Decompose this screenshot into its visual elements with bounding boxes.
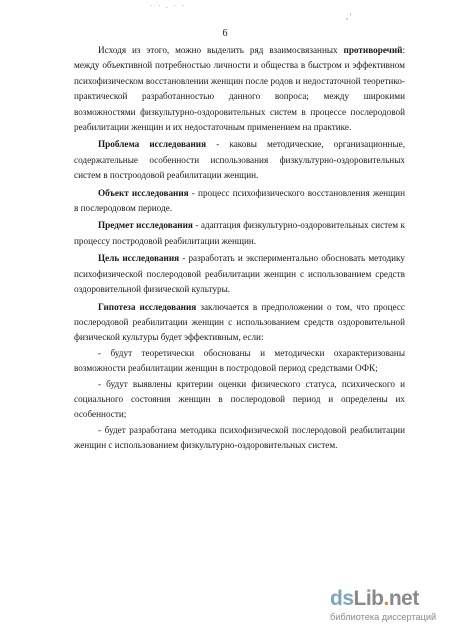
paragraph-text: Исходя из этого, можно выделить ряд взаимосвязанных: [98, 45, 344, 55]
paragraph-text: : между объективной потребностью личности и общества в быстром и эффективном психофизическом восстановлении женщин после родов и недостаточной теоретико-практической разработанностью данного вопроса; между широкими возможностями физкультурно-оздоровительных систем в процессе послеродовой реабилитации женщин и их недостаточным применением на практике.: [74, 45, 405, 133]
dslib-caption: библиотека диссертаций: [330, 612, 437, 622]
paragraph-text: - адаптация физкультурно-оздоровительных систем к процессу постродовой реабилитации женщин.: [74, 220, 405, 246]
paragraph-subject: [74, 218, 405, 249]
list-item: - будут выявлены критерии оценки физического статуса, психического и социального состояния женщин в послеродовой период и определены их особенности;: [74, 378, 405, 420]
paragraph-problem: [74, 137, 405, 183]
paragraph-text: - каковы методические, организационные, содержательные особенности использования физкультурно-оздоровительных систем в построодовой реабилитации женщин.: [74, 139, 405, 181]
paragraph-text: заключается в предположении о том, что процесс послеродовой реабилитации женщин с использованием средств оздоровительной физической культуры будет эффективным, если:: [74, 301, 405, 343]
document-body: [74, 43, 405, 454]
dslib-watermark: [330, 585, 445, 625]
dslib-logo: dsLib.net: [330, 587, 419, 610]
paragraph-object: [74, 186, 405, 217]
term-subject: Предмет исследования: [98, 220, 193, 231]
list-item: - будет разработана методика психофизической послеродовой реабилитации женщин с использованием физкультурно-оздоровительных систем.: [74, 424, 405, 451]
term-problem: Проблема исследования: [98, 139, 207, 150]
paragraph-text: - разработать и экспериментально обосновать методику психофизической послеродовой реабилитации женщин с использованием средств оздоровительной физической культуры.: [74, 253, 405, 295]
paragraph-text: - процесс психофизического восстановления женщин в послеродовом периоде.: [74, 187, 405, 214]
paragraph-hypothesis: [74, 300, 405, 346]
paragraph-goal: [74, 251, 405, 297]
paragraph-contradictions-intro: [74, 43, 405, 135]
list-item: - будут теоретически обоснованы и методически охарактеризованы возможности реабилитации женщин в постродовой период средствами ОФК;: [74, 347, 405, 374]
term-contradictions: противоречий: [343, 45, 403, 55]
term-goal: Цель исследования: [98, 253, 180, 264]
page-number: 6: [222, 28, 228, 39]
term-object: Объект исследования: [98, 187, 189, 198]
scan-artifact: , ': [346, 12, 352, 21]
term-hypothesis: Гипотеза исследования: [98, 301, 197, 312]
scan-artifact: · · . · ·: [150, 2, 187, 10]
